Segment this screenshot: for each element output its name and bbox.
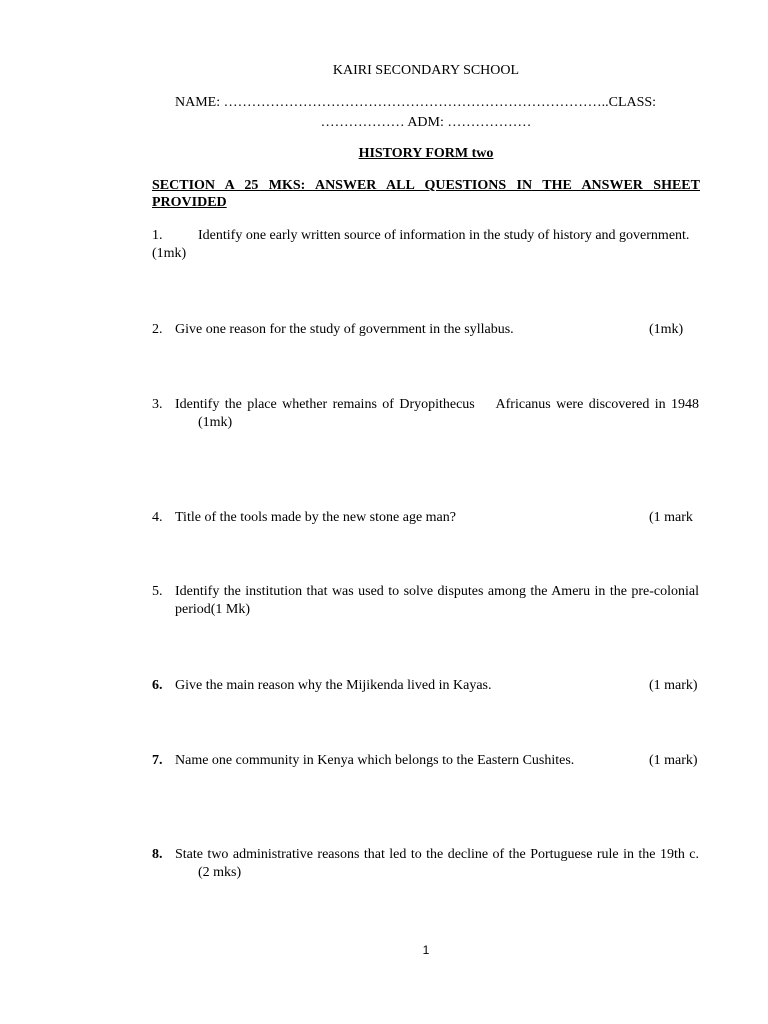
question-number: 5. [152,584,163,599]
question-number: 2. [152,322,163,337]
question-mark: (1 mark) [649,753,698,768]
question-mark: (1mk) [649,322,684,337]
question-mark: (1mk) [152,246,187,261]
question-text: Identify the place whether remains of Dryopithecus Africanus were discovered in 1948 [175,397,699,412]
question-mark: (1 mark [649,510,693,525]
name-class-line: NAME: ………………………………………………………………………..CLASS: [175,95,657,110]
question-text-cont: period(1 Mk) [175,602,251,617]
question-text: Identify one early written source of information in the study of history and government. [198,228,690,243]
question-text: State two administrative reasons that led to the decline of the Portuguese rule in the 19th c. [175,847,699,862]
question-mark: (1 mark) [649,678,698,693]
question-number: 8. [152,847,163,862]
question-1 [152,228,689,244]
adm-line: ……………… ADM: ……………… [320,115,532,130]
question-number: 7. [152,753,163,768]
school-name: KAIRI SECONDARY SCHOOL [332,63,520,78]
section-heading-cont: PROVIDED [152,195,227,210]
subject-title: HISTORY FORM two [358,146,494,161]
question-mark: (1mk) [198,415,233,430]
question-text: Give one reason for the study of government in the syllabus. [175,322,514,337]
question-text: Name one community in Kenya which belongs to the Eastern Cushites. [175,753,575,768]
section-heading: SECTION A 25 MKS: ANSWER ALL QUESTIONS IN THE ANSWER SHEET [152,178,700,193]
question-number: 4. [152,510,163,525]
question-number: 1. [152,228,163,243]
page-number: 1 [422,943,430,957]
question-mark: (2 mks) [198,865,242,880]
question-text: Title of the tools made by the new stone age man? [175,510,456,525]
question-text: Identify the institution that was used to solve disputes among the Ameru in the pre-colonial [175,584,699,599]
question-text: Give the main reason why the Mijikenda lived in Kayas. [175,678,492,693]
question-number: 3. [152,397,163,412]
question-number: 6. [152,678,163,693]
